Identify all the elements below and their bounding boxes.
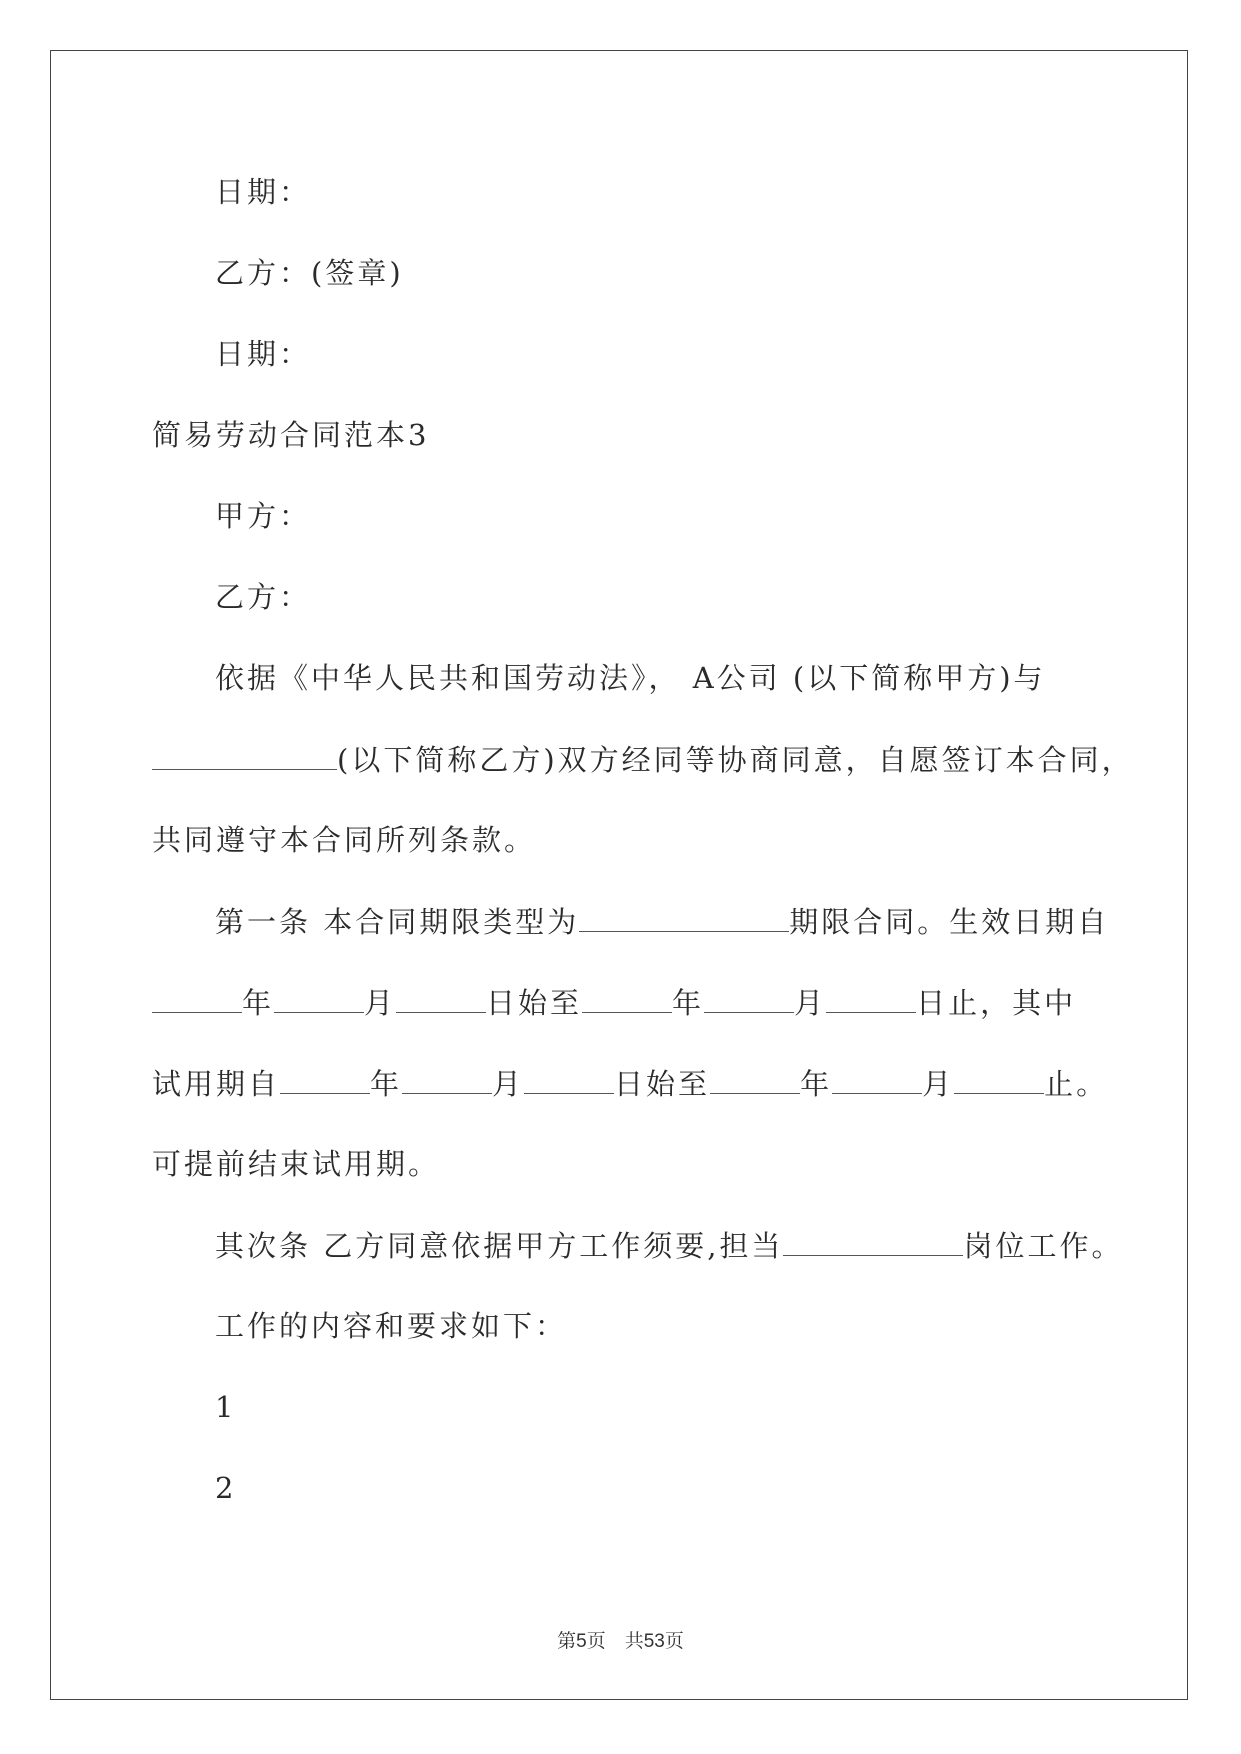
- preamble-text: (以下简称乙方)双方经同等协商同意，自愿签订本合同，: [337, 743, 1134, 777]
- date-line-2: 日期：: [215, 337, 312, 371]
- blank-field: [280, 1069, 370, 1094]
- list-item-2: 2: [215, 1471, 237, 1505]
- blank-field: [582, 988, 672, 1013]
- date-unit: 日始至: [486, 986, 583, 1020]
- article-1-line-1: [215, 907, 1175, 937]
- footer-mid: 页 共: [586, 1630, 644, 1652]
- list-item-1: 1: [215, 1390, 237, 1424]
- blank-field: [396, 988, 486, 1013]
- total-page-count: 53: [643, 1631, 665, 1652]
- article-1-text: 第一条 本合同期限类型为: [215, 905, 580, 939]
- preamble-line-2: [152, 743, 1134, 777]
- article-1-line-3: [152, 1069, 1112, 1099]
- blank-field: [783, 1231, 963, 1256]
- blank-field: [402, 1069, 492, 1094]
- article-2-text: 其次条 乙方同意依据甲方工作须要,担当: [215, 1229, 784, 1263]
- blank-field: [152, 988, 242, 1013]
- footer-prefix: 第: [557, 1630, 577, 1652]
- preamble-line-1: 依据《中华人民共和国劳动法》， A公司 (以下简称甲方)与: [215, 661, 1046, 695]
- article-2-line-1: [215, 1231, 1175, 1261]
- blank-field: [826, 988, 916, 1013]
- date-unit: 月: [922, 1067, 955, 1101]
- date-unit: 年: [672, 986, 705, 1020]
- blank-field: [579, 907, 789, 932]
- page-frame: [50, 50, 1188, 1700]
- page-footer: [0, 1626, 1241, 1653]
- date-unit: 年: [242, 986, 275, 1020]
- blank-field: [954, 1069, 1044, 1094]
- current-page-number: 5: [576, 1631, 587, 1652]
- party-b-line: 乙方：: [215, 580, 312, 614]
- date-unit: 年: [800, 1067, 833, 1101]
- footer-suffix: 页: [664, 1630, 684, 1652]
- date-unit: 月: [794, 986, 827, 1020]
- blank-field: [274, 988, 364, 1013]
- blank-field: [710, 1069, 800, 1094]
- date-unit: 月: [364, 986, 397, 1020]
- date-line-1: 日期：: [215, 175, 312, 209]
- article-1-text: 期限合同。生效日期自: [789, 905, 1110, 939]
- date-unit: 年: [370, 1067, 403, 1101]
- probation-text: 试用期自: [152, 1067, 281, 1101]
- date-unit: 日止，其中: [916, 986, 1077, 1020]
- article-1-line-2: [152, 988, 1112, 1018]
- preamble-line-3: 共同遵守本合同所列条款。: [152, 823, 537, 857]
- date-unit: 日始至: [614, 1067, 711, 1101]
- date-unit: 止。: [1044, 1067, 1109, 1101]
- blank-field: [832, 1069, 922, 1094]
- contract-title: 简易劳动合同范本3: [152, 418, 430, 452]
- article-1-line-4: 可提前结束试用期。: [152, 1147, 441, 1181]
- blank-field: [524, 1069, 614, 1094]
- blank-field: [704, 988, 794, 1013]
- article-2-line-2: 工作的内容和要求如下：: [215, 1309, 568, 1343]
- date-unit: 月: [492, 1067, 525, 1101]
- party-b-signature-line: 乙方：(签章): [215, 256, 404, 290]
- blank-field: [152, 745, 337, 770]
- party-a-line: 甲方：: [215, 499, 312, 533]
- article-2-text: 岗位工作。: [963, 1229, 1124, 1263]
